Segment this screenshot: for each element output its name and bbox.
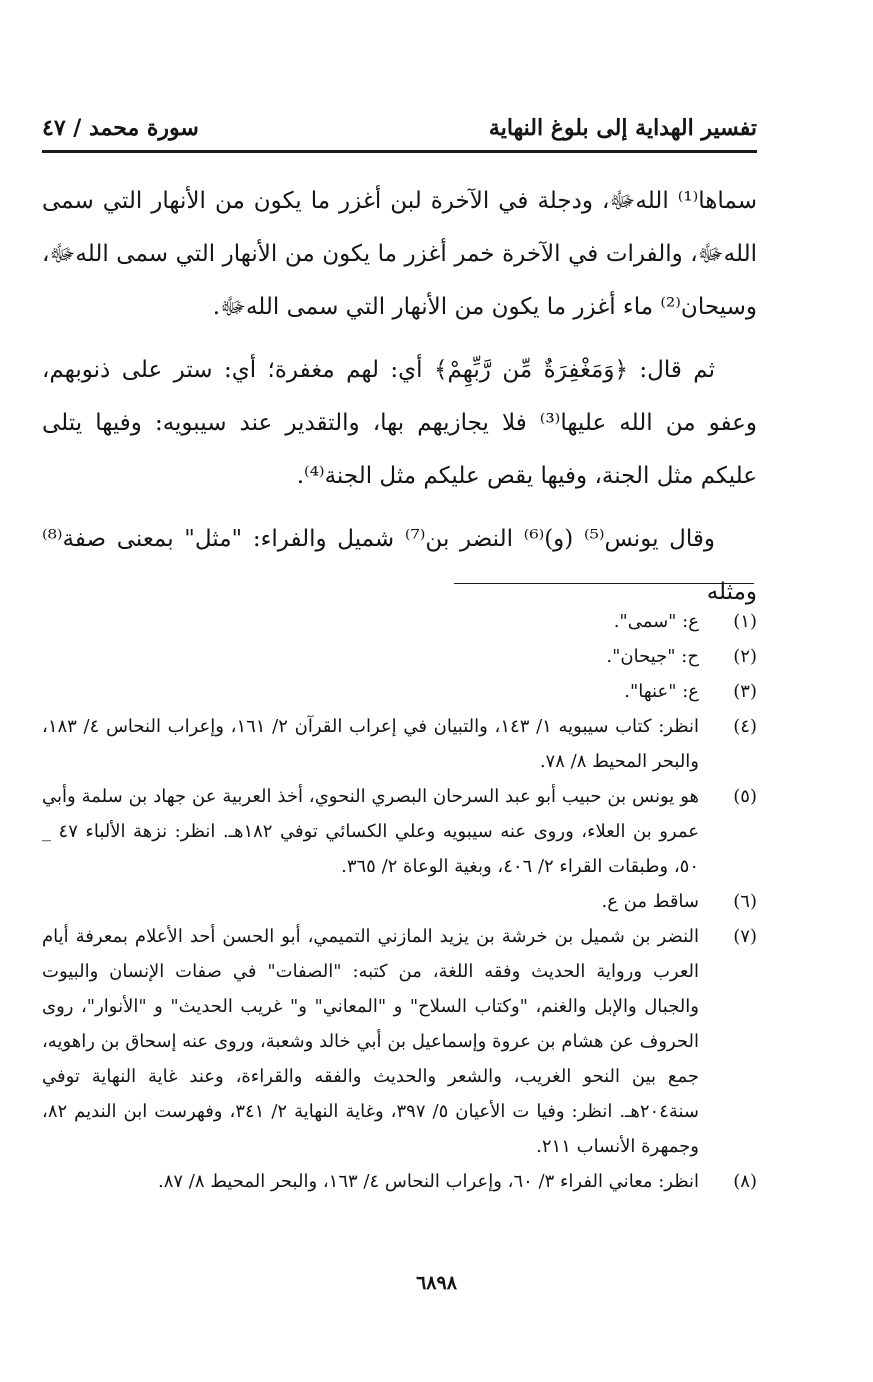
footnote xyxy=(42,639,757,674)
footnote-text: هو يونس بن حبيب أبو عبد السرحان البصري النحوي، أخذ العربية عن جهاد بن سلمة وأبي عمرو بن العلاء، وروى عنه سيبويه وعلي الكسائي توفي ١٨٢هـ. انظر: نزهة الألباء ٤٧ _ ٥٠، وطبقات القراء ٢/ ٤٠٦، وبغية الوعاة ٢/ ٣٦٥. xyxy=(42,786,699,877)
footnote-text: النضر بن شميل بن خرشة بن يزيد المازني التميمي، أبو الحسن أحد الأعلام بمعرفة أيام العرب ورواية الحديث وفقه اللغة، من كتبه: "الصفات" في صفات الإنسان والبيوت والجبال والإبل والغنم، "وكتاب السلاح" و "المعاني" و" غريب الحديث" و "الأنوار"، روى الحروف عن هشام بن عروة وإسماعيل بن أبي خالد وشعبة، وروى عنه إسحاق بن راهويه، جمع بين النحو الغريب، والشعر والحديث والفقه والقراءة، وعند غاية النهاية توفي سنة٢٠٤هـ. انظر: وفيا ت الأعيان ٥/ ٣٩٧، وغاية النهاية ٢/ ٣٤١، وفهرست ابن النديم ٨٢، وجمهرة الأنساب ٢١١. xyxy=(42,926,700,1157)
footnote-number: (٢) xyxy=(733,646,757,667)
footnote-text: انظر: معاني الفراء ٣/ ٦٠، وإعراب النحاس ٤/ ١٦٣، والبحر المحيط ٨/ ٨٧. xyxy=(157,1171,699,1192)
footnote-text: ع: "سمى". xyxy=(613,611,699,632)
footnote-text: ساقط من ع. xyxy=(601,891,699,912)
main-text xyxy=(42,175,757,619)
footnote xyxy=(42,779,757,884)
header-rule xyxy=(42,150,757,153)
footnote xyxy=(42,1164,757,1199)
footnote-number: (٣) xyxy=(733,681,757,702)
running-header xyxy=(42,108,757,148)
footnote xyxy=(42,884,757,919)
footnote-number: (١) xyxy=(733,611,757,632)
paragraph: وقال يونس⁽⁵⁾ (و)⁽⁶⁾ النضر بن⁽⁷⁾ شميل والفراء: "مثل" بمعنى صفة⁽⁸⁾ ومثله xyxy=(42,526,757,605)
footnote xyxy=(42,604,757,639)
paragraph: ثم قال: ﴿وَمَغْفِرَةٌ مِّن رَّبِّهِمْ﴾ أي: لهم مغفرة؛ أي: ستر على ذنوبهم، وعفو من الله عليها⁽³⁾ فلا يجازيهم بها، والتقدير عند سيبويه: وفيها يتلى عليكم مثل الجنة، وفيها يقص عليكم مثل الجنة⁽⁴⁾. xyxy=(42,357,757,489)
footnote-text: ح: "جيحان". xyxy=(606,646,699,667)
footnote-separator xyxy=(454,583,754,584)
surah-label: سورة محمد / ٤٧ xyxy=(42,115,199,141)
footnote-number: (٨) xyxy=(733,1171,757,1192)
footnote xyxy=(42,919,757,1164)
footnote-number: (٥) xyxy=(733,786,757,807)
footnote xyxy=(42,709,757,779)
paragraph: سماها⁽¹⁾ اللهﷻ، ودجلة في الآخرة لبن أغزر ما يكون من الأنهار التي سمى اللهﷻ، والفرات في الآخرة خمر أغزر ما يكون من الأنهار التي سمى اللهﷻ، وسيحان⁽²⁾ ماء أغزر ما يكون من الأنهار التي سمى اللهﷻ. xyxy=(42,188,757,320)
footnote-number: (٤) xyxy=(733,716,757,737)
book-title: تفسير الهداية إلى بلوغ النهاية xyxy=(488,115,757,141)
footnote-text: ع: "عنها". xyxy=(624,681,699,702)
footnote-number: (٦) xyxy=(733,891,757,912)
footnote-text: انظر: كتاب سيبويه ١/ ١٤٣، والتبيان في إعراب القرآن ٢/ ١٦١، وإعراب النحاس ٤/ ١٨٣، والبحر المحيط ٨/ ٧٨. xyxy=(42,716,700,772)
footnote xyxy=(42,674,757,709)
page-number: ٦٨٩٨ xyxy=(416,1272,457,1294)
footnotes xyxy=(42,604,757,1199)
footnote-number: (٧) xyxy=(733,926,757,947)
